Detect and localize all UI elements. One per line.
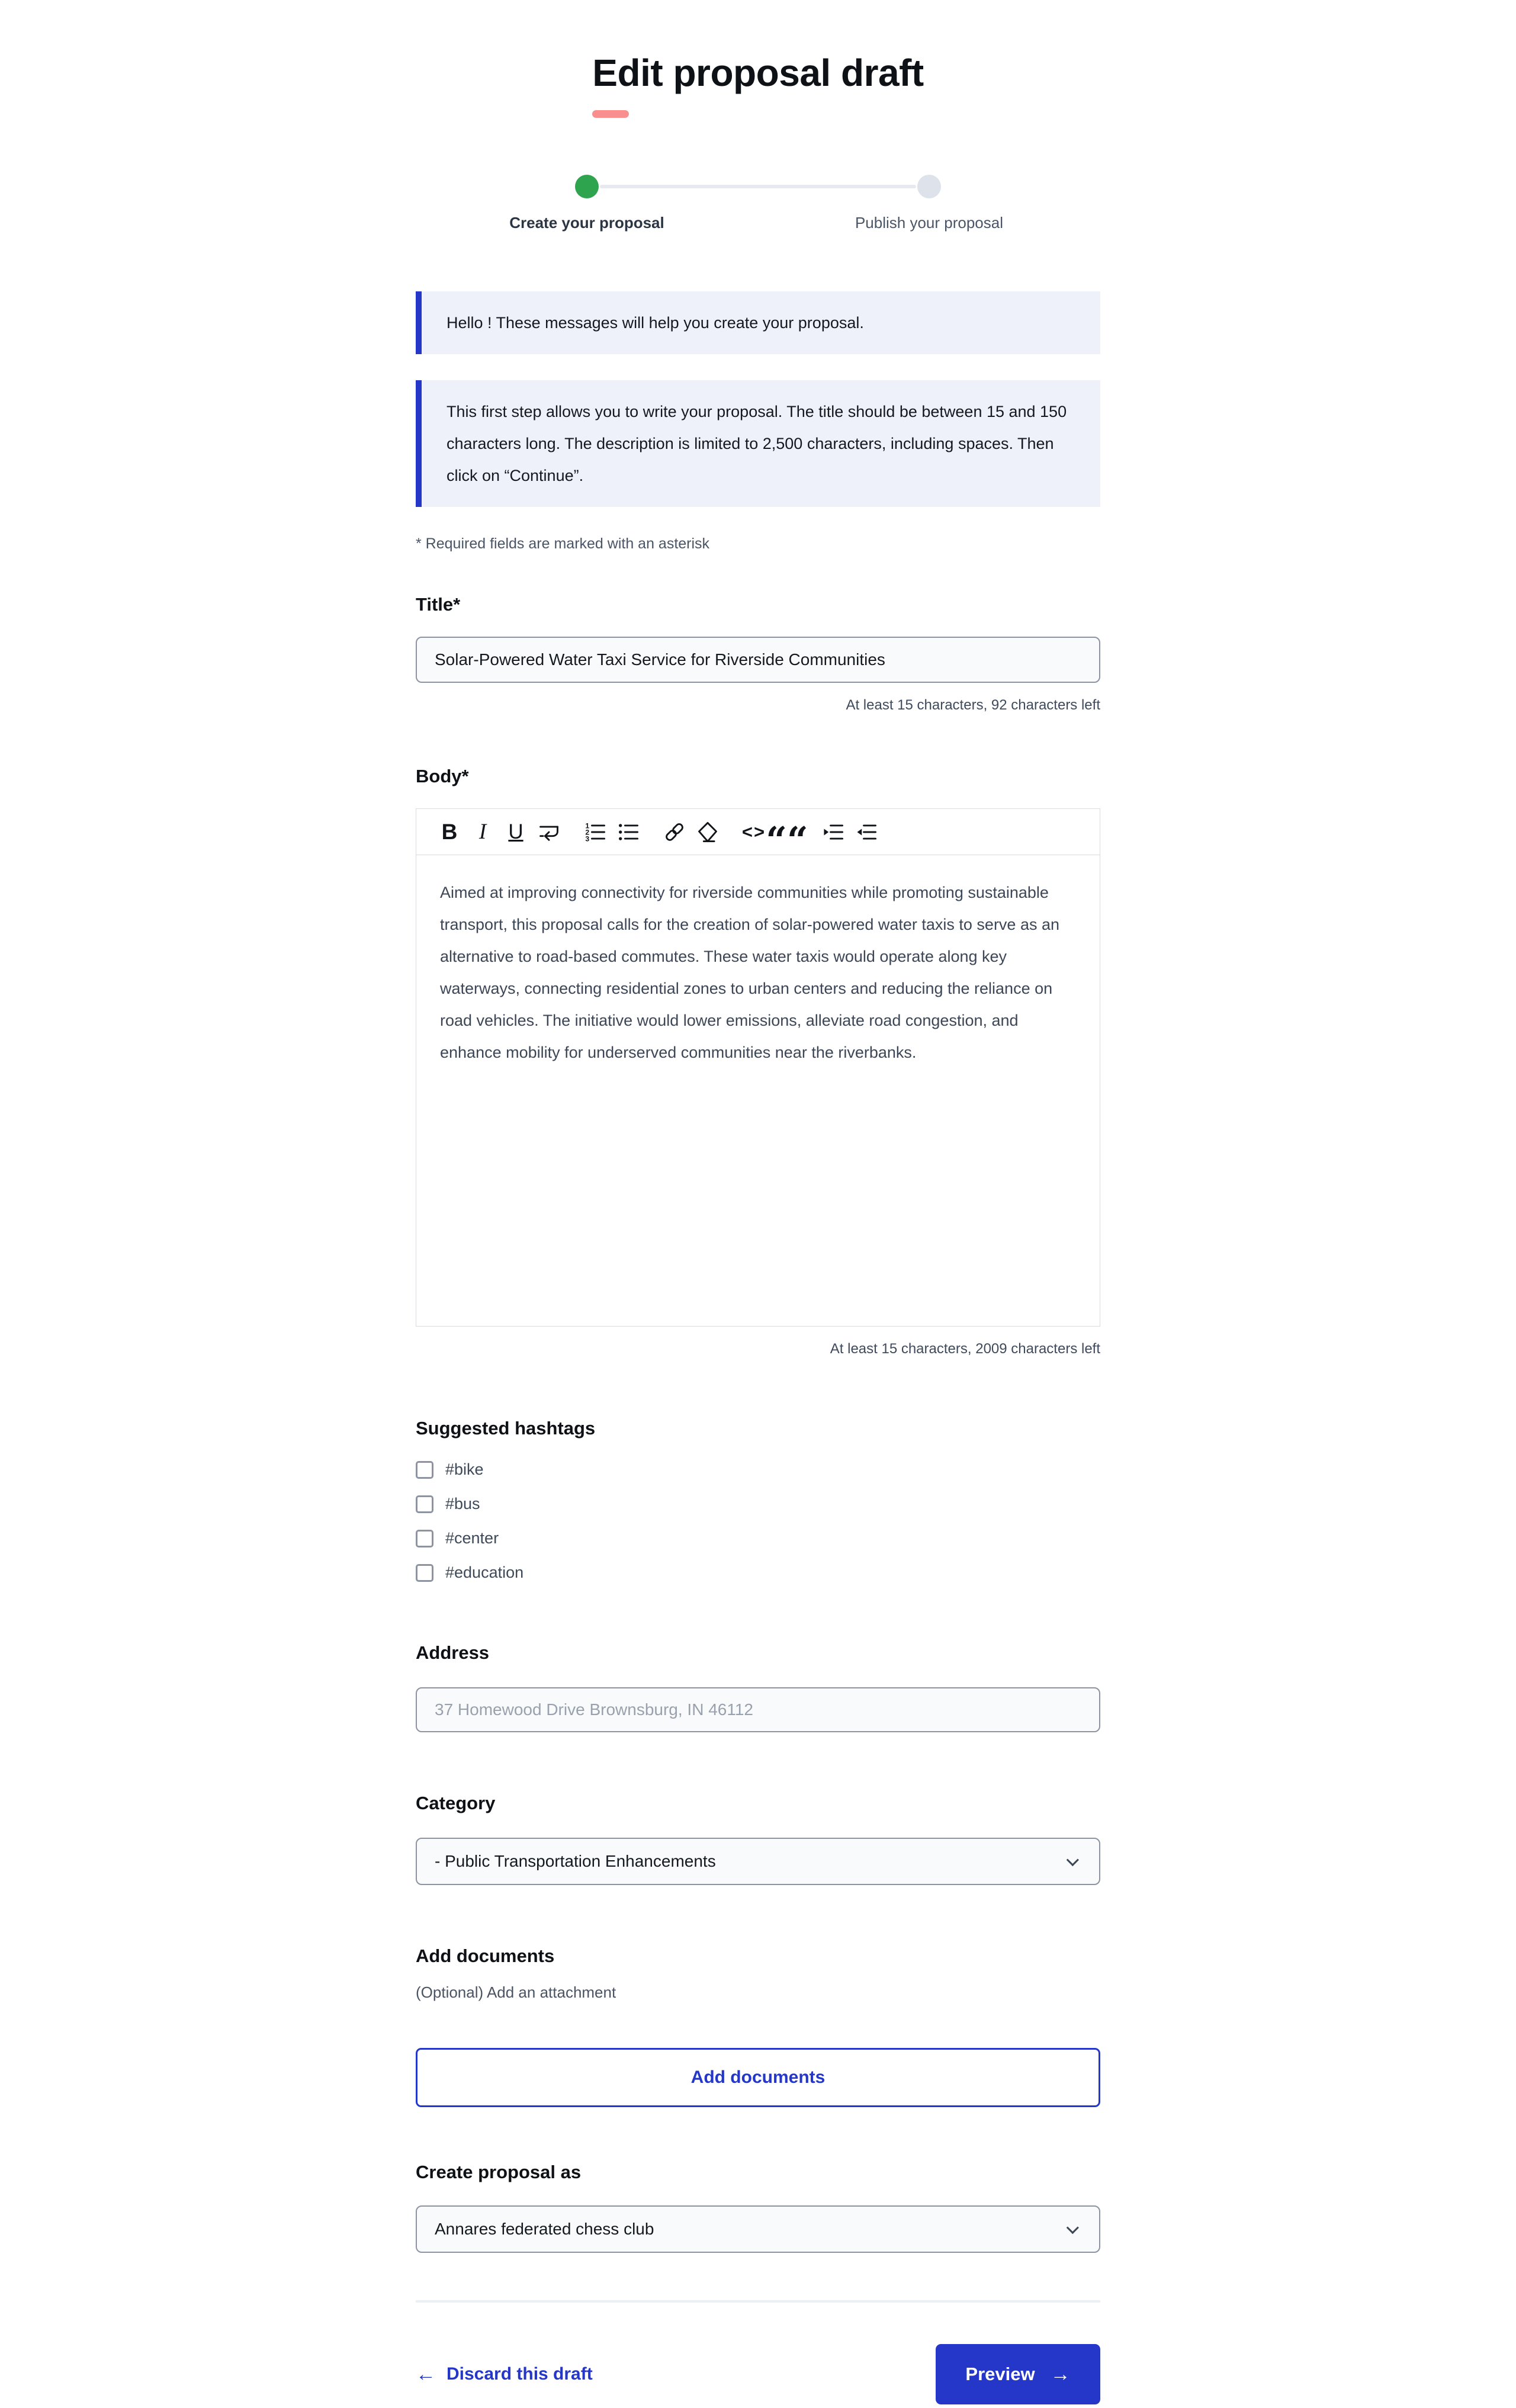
suggested-hashtags-label: Suggested hashtags <box>416 1418 596 1439</box>
bold-icon: B <box>441 819 458 844</box>
body-helper-text: At least 15 characters, 2009 characters left <box>830 1341 1100 1357</box>
checkbox-unchecked-icon[interactable] <box>416 1530 433 1547</box>
callout-text: Hello ! These messages will help you create your proposal. <box>447 314 864 332</box>
arrow-left-icon: ← <box>416 2362 436 2385</box>
preview-label: Preview <box>965 2364 1035 2384</box>
line-break-icon <box>537 820 561 844</box>
checkbox-unchecked-icon[interactable] <box>416 1461 433 1479</box>
underline-icon: U <box>508 820 523 843</box>
helper-callout-instructions <box>416 380 1100 507</box>
step-create-proposal[interactable] <box>416 175 758 232</box>
checkbox-unchecked-icon[interactable] <box>416 1495 433 1513</box>
bullet-list-icon <box>616 820 640 844</box>
hashtag-label: #bus <box>445 1495 480 1513</box>
step-active-dot-icon <box>575 175 599 198</box>
outdent-button[interactable] <box>850 815 883 849</box>
clear-format-icon <box>696 820 720 844</box>
chevron-down-icon <box>1067 2221 1079 2234</box>
rich-text-editor <box>416 808 1100 1327</box>
italic-icon: I <box>478 820 487 844</box>
hashtag-option-bus[interactable] <box>416 1495 1100 1513</box>
blockquote-button[interactable]: ““ <box>770 815 804 849</box>
callout-text: This first step allows you to write your proposal. The title should be between 15 and 150 characters long. The description is limited to 2,500 characters, including spaces. Then click on “Continue”. <box>447 403 1067 484</box>
hashtag-label: #center <box>445 1529 499 1547</box>
add-documents-button[interactable]: Add documents <box>416 2048 1100 2107</box>
editor-toolbar <box>416 809 1100 862</box>
line-break-button[interactable] <box>532 815 566 849</box>
bold-button[interactable] <box>433 815 466 849</box>
helper-callout-hello <box>416 291 1100 354</box>
required-fields-note: * Required fields are marked with an asterisk <box>416 535 710 552</box>
title-helper-text: At least 15 characters, 92 characters left <box>846 697 1100 713</box>
wizard-stepper <box>416 175 1100 232</box>
checkbox-unchecked-icon[interactable] <box>416 1564 433 1582</box>
italic-button[interactable] <box>466 815 499 849</box>
create-proposal-as-select[interactable] <box>416 2205 1100 2253</box>
chevron-down-icon <box>1067 1854 1079 1866</box>
indent-button[interactable] <box>817 815 850 849</box>
footer-actions <box>416 2344 1100 2408</box>
link-button[interactable] <box>658 815 691 849</box>
clear-format-button[interactable] <box>691 815 724 849</box>
code-icon: <> <box>741 821 766 842</box>
discard-draft-label: Discard this draft <box>447 2364 593 2384</box>
arrow-right-icon: → <box>1050 2362 1071 2385</box>
author-selected-value: Annares federated chess club <box>435 2220 654 2238</box>
ordered-list-button[interactable] <box>579 815 612 849</box>
svg-text:3: 3 <box>585 834 590 843</box>
title-input[interactable] <box>416 637 1100 683</box>
body-label: Body* <box>416 766 469 786</box>
add-documents-label: Add documents <box>416 1945 555 1966</box>
proposal-form-page <box>416 0 1100 2408</box>
title-label: Title* <box>416 594 461 615</box>
category-select[interactable] <box>416 1838 1100 1885</box>
category-selected-value: - Public Transportation Enhancements <box>435 1852 716 1870</box>
bullet-list-button[interactable] <box>612 815 645 849</box>
create-proposal-as-label: Create proposal as <box>416 2162 582 2182</box>
body-textarea[interactable]: Aimed at improving connectivity for riverside communities while promoting sustainable transport, this proposal calls for the creation of solar-powered water taxis to serve as an alternative to road-based commutes. These water taxis would operate along key waterways, connecting residential zones to urban centers and reducing the reliance on road vehicles. The initiative would lower emissions, alleviate road congestion, and enhance mobility for underserved communities near the riverbanks. <box>440 884 1059 1061</box>
step-label: Create your proposal <box>509 214 664 232</box>
hashtag-option-bike[interactable] <box>416 1460 1100 1479</box>
step-publish-proposal[interactable] <box>758 175 1100 232</box>
svg-text:1: 1 <box>585 821 590 830</box>
footer-divider <box>416 2300 1100 2303</box>
add-documents-hint: (Optional) Add an attachment <box>416 1983 616 2001</box>
discard-draft-link[interactable] <box>416 2363 593 2386</box>
indent-icon <box>821 820 845 844</box>
step-pending-dot-icon <box>917 175 941 198</box>
link-icon <box>663 820 686 844</box>
category-label: Category <box>416 1793 496 1813</box>
underline-button[interactable] <box>499 815 532 849</box>
address-input[interactable] <box>416 1687 1100 1732</box>
ordered-list-icon <box>583 820 607 844</box>
step-label: Publish your proposal <box>855 214 1004 232</box>
preview-button[interactable] <box>936 2344 1100 2404</box>
address-label: Address <box>416 1642 490 1663</box>
hashtag-label: #education <box>445 1563 524 1581</box>
hashtag-option-center[interactable] <box>416 1529 1100 1547</box>
hashtag-label: #bike <box>445 1460 484 1478</box>
svg-text:2: 2 <box>585 827 590 836</box>
hashtag-option-education[interactable] <box>416 1563 1100 1582</box>
page-title: Edit proposal draft <box>592 51 923 118</box>
outdent-icon <box>855 820 878 844</box>
